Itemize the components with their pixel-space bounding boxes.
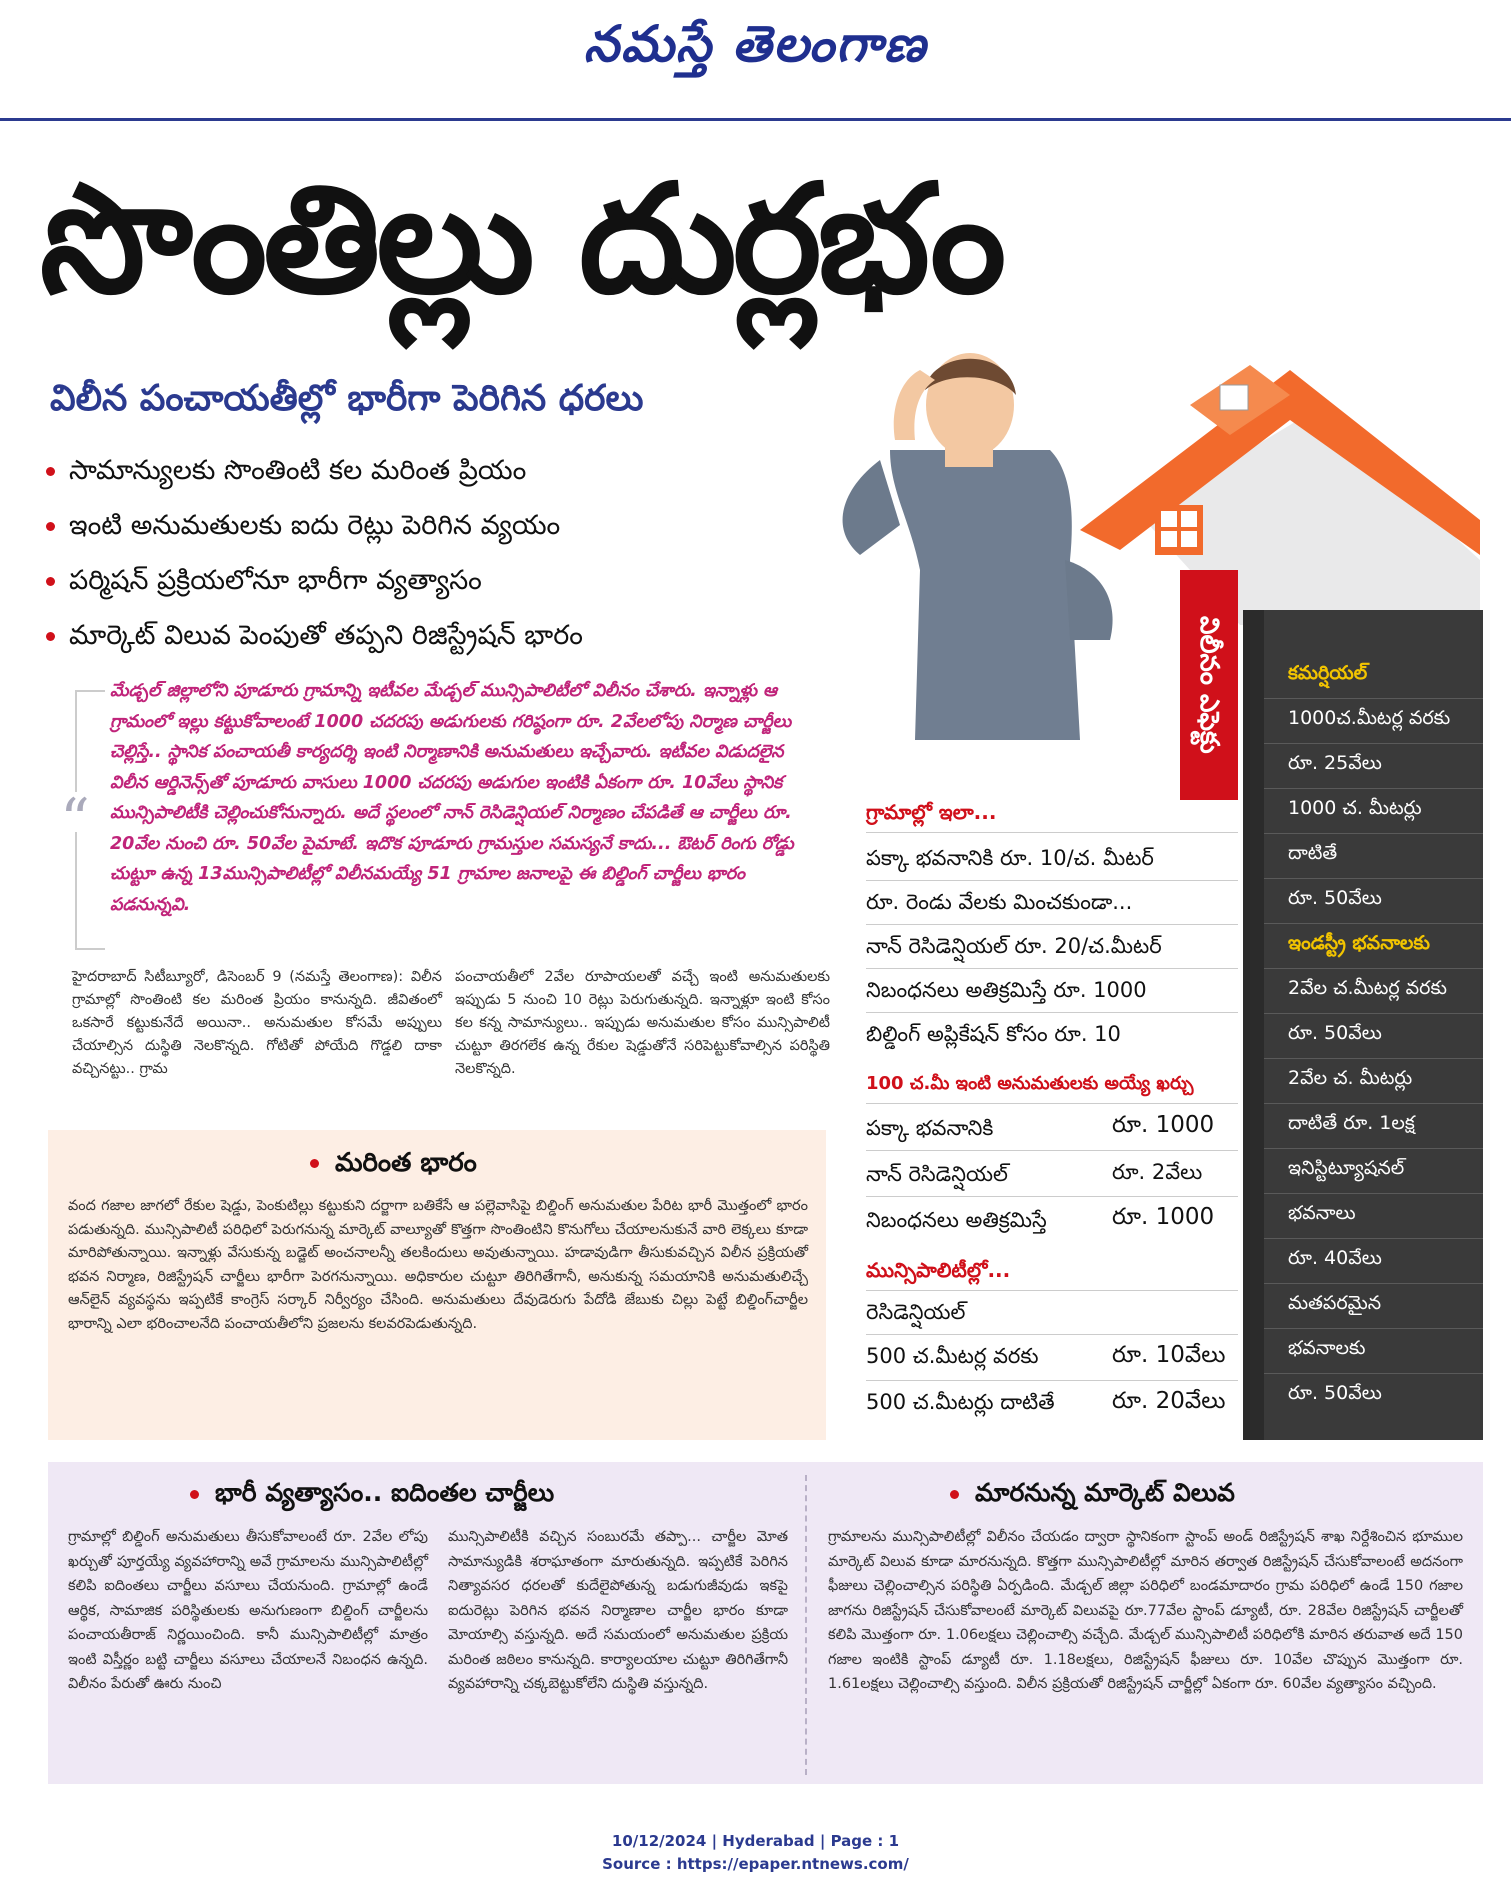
bottom-right-body: గ్రామాలను మున్సిపాలిటీల్లో విలీనం చేయడం ద్వారా స్థానికంగా స్టాంప్ అండ్ రిజిస్ట్రేషన్ శాఖ నిర్దేశించిన భూముల మార్కెట్ విలువ కూడా మారనున్నది. కొత్తగా మున్సిపాలిటీల్లో మారిన తర్వాత రిజిస్ట్రేషన్ చేసుకోవాలంటే అదనంగా ఫీజులు చెల్లించాల్సిన పరిస్థితి ఏర్పడింది. మేడ్చల్ జిల్లా పరిధిలో బండమాదారం గ్రామ పరిధిలో ఉండే 150 గజాల జాగను రిజిస్ట్రేషన్ చేసుకోవాలంటే మార్కెట్ విలువపై రూ.77వేల స్టాంప్ డ్యూటీ, రూ. 28వేల రిజిస్ట్రేషన్ చార్జీలతో కలిపి మొత్తంగా రూ. 1.06లక్షలు చెల్లించాల్సి వచ్చేది. మేడ్చల్ మున్సిపాలిటీ పరిధిలోకి మారిన తరువాత అదే 150 గజాల ఇంటికి స్టాంప్ డ్యూటీ రూ. 1.18లక్షలు, రిజిస్ట్రేషన్ ఫీజులు రూ. 10వేల చొప్పున మొత్తంగా రూ. 1.61లక్షలు చెల్లించాల్సి వస్తుంది. విలీన ప్రక్రియతో రిజిస్ట్రేషన్ చార్జీల్లో ఏకంగా రూ. 60వేల వ్యత్యాసం వచ్చింది.: [828, 1529, 1463, 1692]
house-icon: [1080, 365, 1480, 625]
table-rule: [866, 924, 1238, 925]
masthead-rule: [0, 118, 1511, 121]
table-rule: [866, 832, 1238, 833]
table-rule: [866, 1334, 1238, 1335]
dark-panel-item: మతపరమైన: [1288, 1292, 1382, 1314]
dark-panel-rule: [1264, 923, 1483, 924]
masthead-logo: నమస్తే తెలంగాణ: [583, 14, 928, 73]
footer-source: Source : https://epaper.ntnews.com/: [602, 1855, 909, 1873]
bullet-icon: [950, 1490, 959, 1499]
dark-panel-rule: [1264, 1058, 1483, 1059]
highlight-item: సామాన్యులకు సొంతింటి కల మరింత ప్రియం: [46, 455, 526, 493]
dark-panel-item: 1000 చ. మీటర్లు: [1288, 797, 1422, 819]
bottom-right-heading: మారనున్న మార్కెట్ విలువ: [950, 1478, 1235, 1514]
dark-panel-rule: [1264, 1283, 1483, 1284]
table-rule: [866, 1012, 1238, 1013]
dark-panel-item: రూ. 40వేలు: [1288, 1247, 1382, 1269]
dark-panel-item: రూ. 50వేలు: [1288, 1022, 1382, 1044]
dark-panel-item: భవనాలు: [1288, 1202, 1356, 1224]
municipal-heading: మున్సిపాలిటీల్లో...: [866, 1258, 1011, 1282]
bullet-icon: [46, 467, 55, 476]
dark-panel-rule: [1264, 1193, 1483, 1194]
article-column-1: హైదరాబాద్ సిటీబ్యూరో, డిసెంబర్ 9 (నమస్తే తెలంగాణ): విలీన గ్రామాల్లో సొంతింటి కల మరింత ప్రియం కానున్నది. జీవితంలో ఒకసారే కట్టుకునేదే అయినా.. అనుమతుల కోసమే అప్పులు చేయాల్సిన దుస్థితి నెలకొన్నది. గోటితో పోయేది గొడ్డలి దాకా వచ్చినట్టు.. గ్రామ: [72, 969, 442, 1077]
dark-panel-rule: [1264, 1013, 1483, 1014]
dark-panel-strip: [1243, 610, 1264, 1440]
dark-panel-item: 1000చ.మీటర్ల వరకు: [1288, 707, 1451, 729]
municipal-value: రూ. 20వేలు: [1112, 1388, 1226, 1414]
table-rule: [866, 1380, 1238, 1381]
dark-panel-rule: [1264, 1373, 1483, 1374]
municipal-label: 500 చ.మీటర్లు దాటితే: [866, 1390, 1055, 1414]
quote-rule-top: [75, 690, 105, 692]
dark-panel-item: దాటితే: [1288, 842, 1338, 864]
dark-panel-rule: [1264, 833, 1483, 834]
table-rule: [866, 1103, 1238, 1104]
bottom-left-column-b: మున్సిపాలిటీకి వచ్చిన సంబురమే తప్పా... చార్జీల మోత సామాన్యుడికి శరాఘాతంగా మారుతున్నది. ఇప్పటికే పెరిగిన నిత్యావసర ధరలతో కుదేలైపోతున్న బడుగుజీవుడు ఇకపై ఐదురెట్లు పెరిగిన భవన నిర్మాణాల చార్జీల భారం కూడా మోయాల్సి వస్తున్నది. అదే సమయంలో అనుమతుల ప్రక్రియ మరింత జఠిలం కానున్నది. కార్యాలయాల చుట్టూ తిరిగితేగానీ వ్యవహారాన్ని చక్కబెట్టుకోలేని దుస్థితి వస్తున్నది.: [448, 1529, 788, 1692]
dark-panel-item: ఇండస్ట్రీ భవనాలకు: [1288, 932, 1430, 954]
column-divider: [805, 1475, 807, 1775]
house100-label: నాన్ రెసిడెన్షియల్: [866, 1162, 1008, 1186]
table-rule: [866, 880, 1238, 881]
bottom-left-column-a: గ్రామాల్లో బిల్డింగ్ అనుమతులు తీసుకోవాలంటే రూ. 2వేల లోపు ఖర్చుతో పూర్తయ్యే వ్యవహారాన్ని అవే గ్రామాలను మున్సిపాలిటీల్లో కలిపి ఐదింతలు చార్జీలు వసూలు చేయనుంది. గ్రామాల్లో ఉండే ఆర్థిక, సామాజిక పరిస్థితులకు అనుగుణంగా బిల్డింగ్ చార్జీలను పంచాయతీరాజ్ నిర్ణయించింది. కానీ మున్సిపాలిటీల్లో మాత్రం ఇంటి విస్తీర్ణం బట్టి చార్జీలు వసూలు చేయాలనే నిబంధన ఉన్నది. విలీనం పేరుతో ఊరు నుంచి: [68, 1529, 428, 1692]
dark-panel-item: 2వేల చ. మీటర్లు: [1288, 1067, 1413, 1089]
worried-man-icon: [843, 353, 1113, 740]
house100-label: పక్కా భవనానికి: [866, 1116, 994, 1140]
dark-panel-rule: [1264, 788, 1483, 789]
dark-panel-rule: [1264, 1148, 1483, 1149]
bottom-left-heading: భారీ వ్యత్యాసం.. ఐదింతల చార్జీలు: [190, 1478, 554, 1514]
highlight-item: ఇంటి అనుమతులకు ఐదు రెట్లు పెరిగిన వ్యయం: [46, 510, 560, 548]
table-rule: [866, 1150, 1238, 1151]
house100-value: రూ. 2వేలు: [1112, 1160, 1203, 1184]
table-rule: [866, 968, 1238, 969]
pull-quote: మేడ్చల్ జిల్లాలోని పూడూరు గ్రామాన్ని ఇటీవల మేడ్చల్ మున్సిపాలిటీలో విలీనం చేశారు. ఇన్నాళ్లు ఆ గ్రామంలో ఇల్లు కట్టుకోవాలంటే 1000 చదరపు అడుగులకు గరిష్ఠంగా రూ. 2వేలలోపు నిర్మాణ చార్జీలు చెల్లిస్తే.. స్థానిక పంచాయతీ కార్యదర్శి ఇంటి నిర్మాణానికి అనుమతులు ఇచ్చేవారు. ఇటీవల విడుదలైన విలీన ఆర్డినెన్స్‌తో పూడూరు వాసులు 1000 చదరపు అడుగుల ఇంటికి ఏకంగా రూ. 10వేలు స్థానిక మున్సిపాలిటీకి చెల్లించుకోనున్నారు. అదే స్థలంలో నాన్ రెసిడెన్షియల్ నిర్మాణం చేపడితే ఆ చార్జీలు రూ. 20వేల నుంచి రూ. 50వేల పైమాటే. ఇదొక పూడూరు గ్రామస్తుల సమస్యనే కాదు... ఔటర్ రింగు రోడ్డు చుట్టూ ఉన్న 13మున్సిపాలిటీల్లో విలీనమయ్యే 51 గ్రామాల జనాలపై ఈ బిల్డింగ్ చార్జీలు భారం పడనున్నవి.: [110, 681, 794, 915]
bullet-icon: [310, 1159, 319, 1168]
dark-panel-rule: [1264, 968, 1483, 969]
house100-value: రూ. 1000: [1112, 1112, 1215, 1138]
bullet-icon: [190, 1490, 199, 1499]
dark-panel-item: రూ. 50వేలు: [1288, 1382, 1382, 1404]
house100-heading: 100 చ.మీ ఇంటి అనుమతులకు అయ్యే ఖర్చు: [866, 1073, 1194, 1094]
dark-panel-rule: [1264, 1103, 1483, 1104]
quote-mark-icon: “: [55, 792, 95, 832]
dark-panel-item: భవనాలకు: [1288, 1337, 1366, 1359]
village-rate-row: బిల్డింగ్ అప్లికేషన్ కోసం రూ. 10: [866, 1022, 1121, 1046]
village-rate-row: పక్కా భవనానికి రూ. 10/చ. మీటర్: [866, 846, 1154, 870]
footer-date-edition: 10/12/2024 | Hyderabad | Page : 1: [611, 1832, 900, 1850]
headline: సొంతిల్లు దుర్లభం: [40, 153, 1003, 327]
bullet-icon: [46, 522, 55, 531]
quote-rule-bottom: [75, 948, 105, 950]
municipal-value: రూ. 10వేలు: [1112, 1342, 1226, 1368]
village-rate-row: నాన్ రెసిడెన్షియల్ రూ. 20/చ.మీటర్: [866, 934, 1162, 958]
dark-panel-rule: [1264, 878, 1483, 879]
dark-panel-item: కమర్షియల్: [1288, 662, 1368, 684]
bullet-icon: [46, 632, 55, 641]
village-rate-row: నిబంధనలు అతిక్రమిస్తే రూ. 1000: [866, 978, 1147, 1002]
sidebar-box-heading: మరింత భారం: [310, 1148, 477, 1184]
bullet-icon: [46, 577, 55, 586]
sidebar-box-body: వంద గజాల జాగలో రేకుల షెడ్డు, పెంకుటిల్లు కట్టుకుని దర్జాగా బతికేసే ఆ పల్లెవాసిపై బిల్డింగ్ అనుమతుల పేరిట భారీ మొత్తంలో భారం పడుతున్నది. మున్సిపాలిటీ పరిధిలో పెరుగనున్న మార్కెట్ వాల్యూతో కొత్తగా సొంతింటిని కొనుగోలు చేయాలనుకునే వారి లెక్కలు కూడా మారిపోతున్నాయి. ఇన్నాళ్లు వేసుకున్న బడ్జెట్ అంచనాలన్నీ తలకిందులు అవుతున్నాయి. హడావుడిగా తీసుకువచ్చిన విలీన ప్రక్రియతో భవన నిర్మాణ, రిజిస్ట్రేషన్ చార్జీలు భారీగా పెరగనున్నాయి. అధికారుల చుట్టూ తిరిగితేగానీ, అనుకున్న సమయానికి అనుమతులిచ్చే ఆన్‌లైన్ వ్యవస్థను ఇప్పటికే కాంగ్రెస్ సర్కార్ నిర్వీర్యం చేసింది. అనుమతులు దేవుడెరుగు పేదోడి జేబుకు చిల్లు పెట్టే బిల్డింగ్‌చార్జీల భారాన్ని ఎలా భరించాలనేది పంచాయతీలోని ప్రజలను కలవరపెడుతున్నది.: [68, 1198, 808, 1332]
table-rule: [866, 1290, 1238, 1291]
municipal-label: 500 చ.మీటర్ల వరకు: [866, 1344, 1039, 1368]
dark-panel-rule: [1264, 1238, 1483, 1239]
dark-panel-rule: [1264, 698, 1483, 699]
village-rates-heading: గ్రామాల్లో ఇలా...: [866, 800, 997, 824]
village-rate-row: రూ. రెండు వేలకు మించకుండా...: [866, 890, 1133, 914]
section-tag-label: విలీనం ఎఫెక్టు: [1194, 616, 1224, 754]
article-column-2: పంచాయతీలో 2వేల రూపాయలతో వచ్చే ఇంటి అనుమతులకు ఇప్పుడు 5 నుంచి 10 రెట్లు పెరుగుతున్నది. ఇన్నాళ్లూ ఇంటి కోసం కల కన్న సామాన్యులు.. ఇప్పుడు అనుమతుల కోసం మున్సిపాలిటీ చుట్టూ తిరగలేక ఉన్న రేకుల షెడ్డుతోనే సరిపెట్టుకోవాల్సిన పరిస్థితి నెలకొన్నది.: [455, 969, 830, 1077]
table-rule: [866, 1196, 1238, 1197]
highlight-item: పర్మిషన్ ప్రక్రియలోనూ భారీగా వ్యత్యాసం: [46, 565, 482, 603]
dark-panel-item: రూ. 25వేలు: [1288, 752, 1382, 774]
dark-panel-item: ఇనిస్టిట్యూషనల్: [1288, 1157, 1405, 1179]
dark-panel-rule: [1264, 1328, 1483, 1329]
house100-label: నిబంధనలు అతిక్రమిస్తే: [866, 1208, 1047, 1232]
municipal-subheading: రెసిడెన్షియల్: [866, 1300, 966, 1324]
dark-panel-item: రూ. 50వేలు: [1288, 887, 1382, 909]
highlight-item: మార్కెట్ విలువ పెంపుతో తప్పని రిజిస్ట్రేషన్ భారం: [46, 620, 583, 658]
dark-panel-item: దాటితే రూ. 1లక్ష: [1288, 1112, 1415, 1134]
dark-panel-item: 2వేల చ.మీటర్ల వరకు: [1288, 977, 1447, 999]
subheadline: విలీన పంచాయతీల్లో భారీగా పెరిగిన ధరలు: [50, 378, 644, 419]
dark-panel-rule: [1264, 743, 1483, 744]
house100-value: రూ. 1000: [1112, 1204, 1215, 1230]
